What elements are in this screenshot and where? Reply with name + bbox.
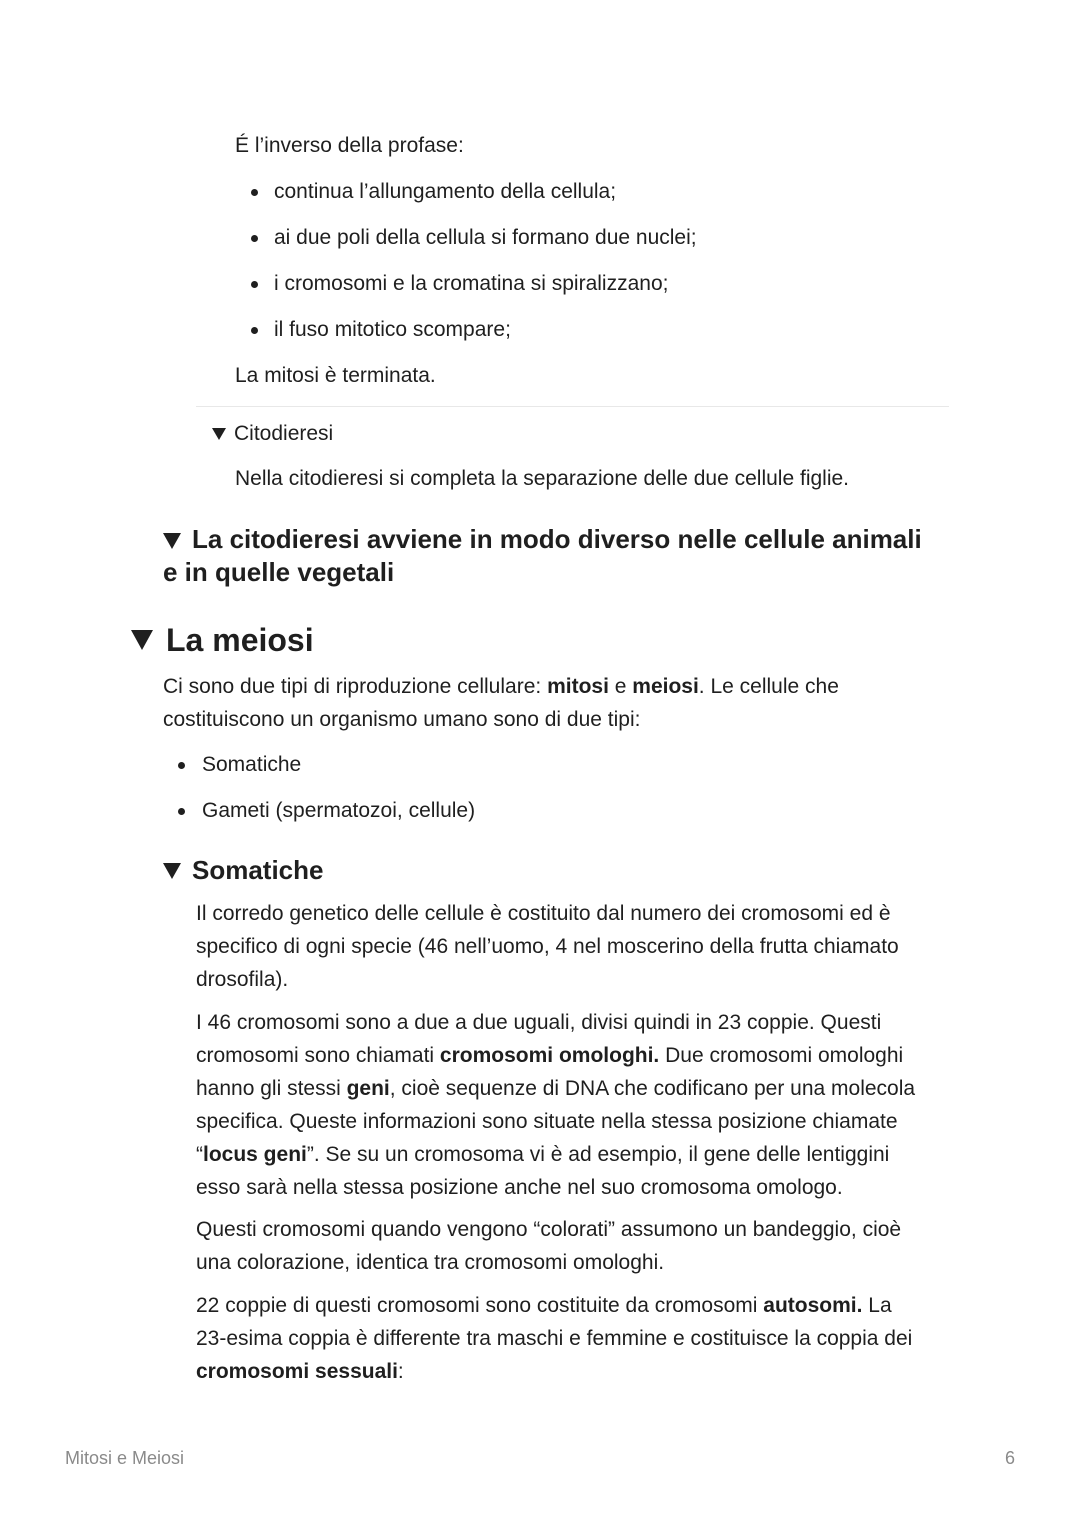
bullet-icon xyxy=(251,189,258,196)
toggle-triangle-icon[interactable] xyxy=(131,630,153,650)
toggle-meiosi[interactable] xyxy=(131,620,314,660)
toggle-triangle-icon[interactable] xyxy=(163,863,181,879)
list-item: il fuso mitotico scompare; xyxy=(274,314,697,346)
list-item: i cromosomi e la cromatina si spiralizzano; xyxy=(274,268,697,300)
list-item: Somatiche xyxy=(202,749,475,781)
toggle-triangle-icon[interactable] xyxy=(163,533,181,549)
bullet-icon xyxy=(251,281,258,288)
heading-line: e in quelle vegetali xyxy=(163,557,395,587)
telofase-list xyxy=(274,176,697,346)
somatiche-paragraph-4: 22 coppie di questi cromosomi sono costituite da cromosomi autosomi. La 23-esima coppia è differente tra maschi e femmine e costituisce la coppia dei cromosomi sessuali: xyxy=(196,1294,913,1383)
bullet-icon xyxy=(178,762,185,769)
toggle-somatiche[interactable] xyxy=(163,854,324,887)
toggle-triangle-icon[interactable] xyxy=(212,428,226,440)
toggle-citodieresi-label: Citodieresi xyxy=(234,422,334,445)
subsection-title: Somatiche xyxy=(192,855,324,885)
list-item: Gameti (spermatozoi, cellule) xyxy=(202,795,475,827)
divider xyxy=(196,406,949,407)
toggle-citodieresi[interactable] xyxy=(212,418,333,450)
somatiche-paragraph-1: Il corredo genetico delle cellule è costituito dal numero dei cromosomi ed è specifico di ogni specie (46 nell’uomo, 4 nel moscerino della frutta chiamato drosofila). xyxy=(196,902,899,991)
somatiche-paragraph-3: Questi cromosomi quando vengono “colorati” assumono un bandeggio, cioè una colorazione, identica tra cromosomi omologhi. xyxy=(196,1218,902,1274)
bullet-icon xyxy=(178,808,185,815)
meiosi-paragraph: Ci sono due tipi di riproduzione cellulare: mitosi e meiosi. Le cellule che costituiscono un organismo umano sono di due tipi: xyxy=(163,675,839,731)
somatiche-paragraph-2: I 46 cromosomi sono a due a due uguali, divisi quindi in 23 coppie. Questi cromosomi sono chiamati cromosomi omologhi. Due cromosomi omologhi hanno gli stessi geni, cioè sequenze di DNA che codificano per una molecola specifica. Queste informazioni sono situate nella stessa posizione chiamate “locus geni”. Se su un cromosoma vi è ad esempio, il gene delle lentiggini esso sarà nella stessa posizione anche nel suo cromosoma omologo. xyxy=(196,1011,916,1199)
heading-line: La citodieresi avviene in modo diverso nelle cellule animali xyxy=(192,524,922,554)
list-item: continua l’allungamento della cellula; xyxy=(274,176,697,208)
telofase-intro: É l’inverso della profase: xyxy=(235,134,464,157)
page-number: 6 xyxy=(1004,1448,1015,1468)
citodieresi-text: Nella citodieresi si completa la separazione delle due cellule figlie. xyxy=(235,467,850,490)
section-title: La meiosi xyxy=(166,622,314,658)
footer-title: Mitosi e Meiosi xyxy=(65,1448,185,1468)
telofase-outro: La mitosi è terminata. xyxy=(235,364,436,387)
cell-types-list xyxy=(202,749,475,827)
bullet-icon xyxy=(251,327,258,334)
list-item: ai due poli della cellula si formano due nuclei; xyxy=(274,222,697,254)
bullet-icon xyxy=(251,235,258,242)
